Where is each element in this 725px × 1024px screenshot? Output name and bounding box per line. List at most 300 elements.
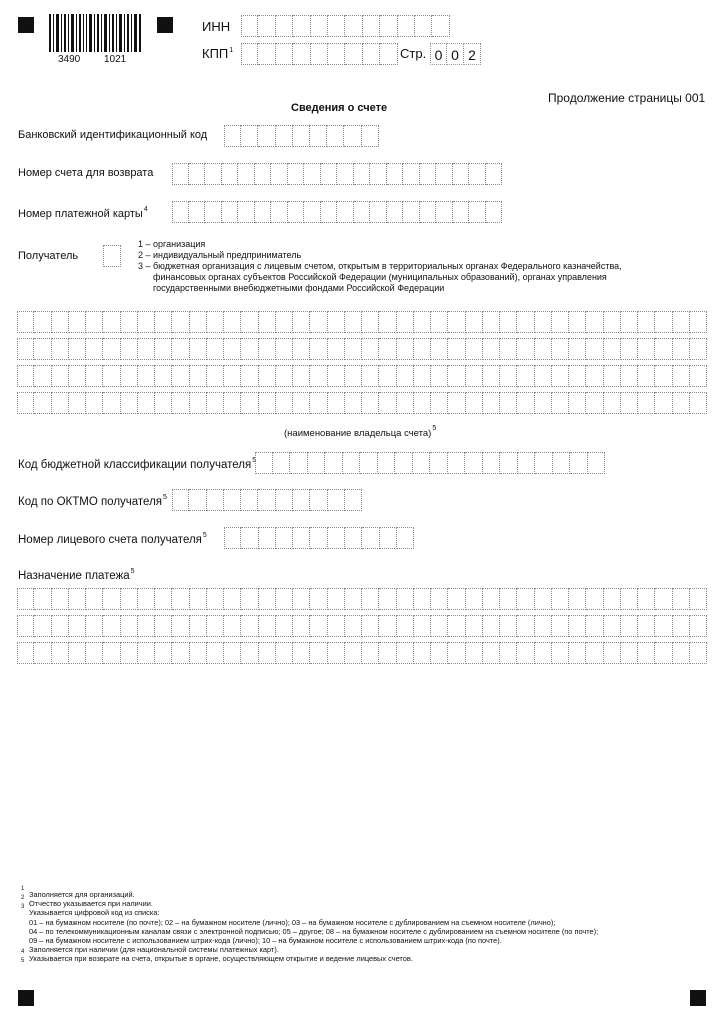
payment-purpose-line[interactable] [17,642,707,664]
input-cell[interactable] [415,15,432,37]
input-cell[interactable] [638,392,655,414]
input-cell[interactable] [190,588,207,610]
input-cell[interactable] [172,338,189,360]
input-cell[interactable] [238,201,255,223]
input-cell[interactable] [238,163,255,185]
input-cell[interactable] [517,642,534,664]
input-cell[interactable] [638,615,655,637]
input-cell[interactable] [380,43,397,65]
input-cell[interactable] [189,489,206,511]
input-cell[interactable] [655,392,672,414]
input-cell[interactable] [103,365,120,387]
input-cell[interactable] [380,15,397,37]
input-cell[interactable] [224,588,241,610]
account-refund-field[interactable] [172,163,502,185]
input-cell[interactable] [420,201,437,223]
input-cell[interactable] [414,311,431,333]
input-cell[interactable] [138,642,155,664]
input-cell[interactable] [172,642,189,664]
input-cell[interactable] [535,338,552,360]
input-cell[interactable] [483,642,500,664]
input-cell[interactable] [311,43,328,65]
input-cell[interactable] [259,392,276,414]
input-cell[interactable] [259,642,276,664]
input-cell[interactable] [466,338,483,360]
input-cell[interactable] [345,365,362,387]
input-cell[interactable] [327,125,344,147]
input-cell[interactable] [190,642,207,664]
input-cell[interactable] [486,201,503,223]
input-cell[interactable] [552,615,569,637]
input-cell[interactable] [52,642,69,664]
input-cell[interactable] [397,615,414,637]
input-cell[interactable] [690,338,707,360]
input-cell[interactable] [690,642,707,664]
input-cell[interactable] [414,642,431,664]
input-cell[interactable] [121,365,138,387]
input-cell[interactable] [121,311,138,333]
input-cell[interactable] [362,338,379,360]
input-cell[interactable] [172,365,189,387]
input-cell[interactable] [586,642,603,664]
input-cell[interactable] [328,311,345,333]
input-cell[interactable] [276,527,293,549]
input-cell[interactable] [138,588,155,610]
input-cell[interactable] [86,311,103,333]
input-cell[interactable] [354,163,371,185]
input-cell[interactable] [86,615,103,637]
input-cell[interactable] [241,527,258,549]
input-cell[interactable] [34,392,51,414]
input-cell[interactable] [552,365,569,387]
input-cell[interactable] [586,392,603,414]
input-cell[interactable] [466,588,483,610]
input-cell[interactable] [328,392,345,414]
input-cell[interactable] [621,642,638,664]
input-cell[interactable] [448,311,465,333]
input-cell[interactable] [103,615,120,637]
input-cell[interactable] [34,338,51,360]
input-cell[interactable] [34,588,51,610]
input-cell[interactable] [362,392,379,414]
owner-name-line[interactable] [17,392,707,414]
input-cell[interactable] [379,615,396,637]
input-cell[interactable] [586,588,603,610]
input-cell[interactable] [222,201,239,223]
input-cell[interactable] [328,489,345,511]
input-cell[interactable] [431,365,448,387]
input-cell[interactable] [155,615,172,637]
input-cell[interactable] [310,311,327,333]
input-cell[interactable] [224,338,241,360]
input-cell[interactable] [69,311,86,333]
input-cell[interactable] [259,311,276,333]
input-cell[interactable] [241,615,258,637]
input-cell[interactable] [466,615,483,637]
bik-field[interactable] [224,125,379,147]
input-cell[interactable] [621,392,638,414]
input-cell[interactable] [638,588,655,610]
input-cell[interactable] [518,452,536,474]
input-cell[interactable] [155,392,172,414]
input-cell[interactable] [414,588,431,610]
input-cell[interactable] [690,588,707,610]
input-cell[interactable] [363,15,380,37]
input-cell[interactable] [207,311,224,333]
input-cell[interactable] [586,365,603,387]
input-cell[interactable] [466,311,483,333]
input-cell[interactable] [604,365,621,387]
input-cell[interactable] [345,15,362,37]
input-cell[interactable] [638,642,655,664]
input-cell[interactable] [586,615,603,637]
input-cell[interactable] [413,452,431,474]
input-cell[interactable] [673,588,690,610]
input-cell[interactable] [224,489,241,511]
input-cell[interactable] [500,642,517,664]
input-cell[interactable] [363,43,380,65]
input-cell[interactable] [276,642,293,664]
input-cell[interactable] [224,311,241,333]
input-cell[interactable] [553,452,571,474]
input-cell[interactable] [271,163,288,185]
input-cell[interactable] [483,311,500,333]
input-cell[interactable] [328,43,345,65]
input-cell[interactable] [604,311,621,333]
input-cell[interactable] [362,642,379,664]
input-cell[interactable] [378,452,396,474]
input-cell[interactable] [34,365,51,387]
input-cell[interactable] [86,588,103,610]
input-cell[interactable] [255,163,272,185]
input-cell[interactable] [310,365,327,387]
input-cell[interactable] [517,392,534,414]
input-cell[interactable] [138,338,155,360]
input-cell[interactable] [535,588,552,610]
input-cell[interactable] [172,163,189,185]
input-cell[interactable] [690,311,707,333]
input-cell[interactable] [569,338,586,360]
input-cell[interactable] [241,392,258,414]
input-cell[interactable] [288,163,305,185]
input-cell[interactable] [345,338,362,360]
input-cell[interactable] [103,588,120,610]
input-cell[interactable] [293,489,310,511]
input-cell[interactable] [293,365,310,387]
input-cell[interactable] [370,201,387,223]
input-cell[interactable] [345,588,362,610]
input-cell[interactable] [448,588,465,610]
input-cell[interactable] [673,311,690,333]
input-cell[interactable] [344,125,361,147]
input-cell[interactable] [360,452,378,474]
input-cell[interactable] [121,588,138,610]
input-cell[interactable] [224,527,241,549]
input-cell[interactable] [655,642,672,664]
input-cell[interactable] [310,489,327,511]
input-cell[interactable] [380,527,397,549]
input-cell[interactable] [604,588,621,610]
input-cell[interactable] [436,163,453,185]
input-cell[interactable] [362,615,379,637]
payment-purpose-line[interactable] [17,615,707,637]
input-cell[interactable] [259,588,276,610]
input-cell[interactable] [258,489,275,511]
input-cell[interactable] [138,311,155,333]
input-cell[interactable] [337,201,354,223]
input-cell[interactable] [345,489,362,511]
input-cell[interactable] [86,338,103,360]
input-cell[interactable] [466,642,483,664]
input-cell[interactable] [259,615,276,637]
input-cell[interactable] [224,615,241,637]
input-cell[interactable] [638,338,655,360]
input-cell[interactable] [34,615,51,637]
input-cell[interactable] [397,392,414,414]
input-cell[interactable] [535,392,552,414]
input-cell[interactable] [222,163,239,185]
input-cell[interactable] [310,615,327,637]
input-cell[interactable] [103,338,120,360]
input-cell[interactable] [362,365,379,387]
input-cell[interactable] [432,15,449,37]
input-cell[interactable] [259,365,276,387]
input-cell[interactable] [321,201,338,223]
input-cell[interactable] [448,642,465,664]
input-cell[interactable] [86,392,103,414]
input-cell[interactable] [276,311,293,333]
input-cell[interactable] [569,642,586,664]
input-cell[interactable] [431,615,448,637]
input-cell[interactable] [466,392,483,414]
input-cell[interactable] [172,201,189,223]
input-cell[interactable] [621,338,638,360]
input-cell[interactable] [310,392,327,414]
recipient-type-cell[interactable] [103,245,121,267]
input-cell[interactable] [276,365,293,387]
input-cell[interactable] [465,452,483,474]
input-cell[interactable] [397,311,414,333]
input-cell[interactable] [293,43,310,65]
input-cell[interactable] [469,201,486,223]
input-cell[interactable] [535,452,553,474]
input-cell[interactable] [431,392,448,414]
input-cell[interactable] [304,163,321,185]
owner-name-line[interactable] [17,311,707,333]
input-cell[interactable] [448,615,465,637]
input-cell[interactable] [483,615,500,637]
input-cell[interactable] [207,615,224,637]
input-cell[interactable] [86,365,103,387]
input-cell[interactable] [397,527,414,549]
input-cell[interactable] [310,527,327,549]
input-cell[interactable] [17,588,34,610]
input-cell[interactable] [655,588,672,610]
input-cell[interactable] [241,311,258,333]
input-cell[interactable] [241,15,258,37]
payment-purpose-line[interactable] [17,588,707,610]
input-cell[interactable] [190,311,207,333]
input-cell[interactable] [621,311,638,333]
input-cell[interactable] [258,43,275,65]
input-cell[interactable] [172,311,189,333]
input-cell[interactable] [354,201,371,223]
input-cell[interactable] [172,392,189,414]
input-cell[interactable] [535,642,552,664]
input-cell[interactable] [138,365,155,387]
input-cell[interactable] [398,15,415,37]
input-cell[interactable] [345,615,362,637]
input-cell[interactable] [172,489,189,511]
input-cell[interactable] [337,163,354,185]
input-cell[interactable] [103,311,120,333]
input-cell[interactable] [403,201,420,223]
input-cell[interactable] [604,615,621,637]
input-cell[interactable] [52,311,69,333]
input-cell[interactable] [397,642,414,664]
owner-name-line[interactable] [17,365,707,387]
input-cell[interactable] [431,338,448,360]
recipient-type-field[interactable] [103,245,121,267]
input-cell[interactable] [403,163,420,185]
input-cell[interactable] [500,452,518,474]
input-cell[interactable] [259,527,276,549]
input-cell[interactable] [448,392,465,414]
input-cell[interactable] [500,615,517,637]
input-cell[interactable] [379,338,396,360]
input-cell[interactable] [190,338,207,360]
input-cell[interactable] [655,338,672,360]
input-cell[interactable] [370,163,387,185]
input-cell[interactable] [517,588,534,610]
input-cell[interactable] [311,15,328,37]
input-cell[interactable] [655,615,672,637]
input-cell[interactable] [34,642,51,664]
input-cell[interactable] [241,43,258,65]
input-cell[interactable] [431,311,448,333]
input-cell[interactable] [293,15,310,37]
input-cell[interactable] [397,588,414,610]
input-cell[interactable] [224,642,241,664]
input-cell[interactable] [345,43,362,65]
input-cell[interactable] [325,452,343,474]
input-cell[interactable] [483,392,500,414]
input-cell[interactable] [52,338,69,360]
input-cell[interactable] [552,588,569,610]
input-cell[interactable] [552,392,569,414]
input-cell[interactable] [517,311,534,333]
input-cell[interactable] [535,615,552,637]
input-cell[interactable] [397,338,414,360]
input-cell[interactable] [673,615,690,637]
input-cell[interactable] [387,201,404,223]
input-cell[interactable] [293,615,310,637]
input-cell[interactable] [224,392,241,414]
input-cell[interactable] [655,365,672,387]
input-cell[interactable] [276,615,293,637]
input-cell[interactable] [362,588,379,610]
input-cell[interactable] [293,338,310,360]
input-cell[interactable] [69,338,86,360]
input-cell[interactable] [586,338,603,360]
input-cell[interactable] [500,311,517,333]
input-cell[interactable] [155,588,172,610]
input-cell[interactable] [224,365,241,387]
input-cell[interactable] [621,588,638,610]
input-cell[interactable] [121,642,138,664]
input-cell[interactable] [293,311,310,333]
input-cell[interactable] [328,588,345,610]
input-cell[interactable] [241,365,258,387]
input-cell[interactable] [387,163,404,185]
input-cell[interactable] [276,15,293,37]
kbk-field[interactable] [255,452,605,474]
input-cell[interactable] [430,452,448,474]
input-cell[interactable] [276,125,293,147]
input-cell[interactable] [207,338,224,360]
input-cell[interactable] [500,588,517,610]
input-cell[interactable] [621,365,638,387]
input-cell[interactable] [271,201,288,223]
input-cell[interactable] [431,588,448,610]
input-cell[interactable] [293,527,310,549]
input-cell[interactable] [276,43,293,65]
input-cell[interactable] [673,365,690,387]
input-cell[interactable] [258,15,275,37]
input-cell[interactable] [310,588,327,610]
input-cell[interactable] [604,642,621,664]
input-cell[interactable] [436,201,453,223]
input-cell[interactable] [397,365,414,387]
input-cell[interactable] [17,392,34,414]
input-cell[interactable] [34,311,51,333]
input-cell[interactable] [569,588,586,610]
input-cell[interactable] [500,338,517,360]
input-cell[interactable] [288,201,305,223]
input-cell[interactable] [207,365,224,387]
input-cell[interactable] [517,615,534,637]
input-cell[interactable] [52,365,69,387]
input-cell[interactable] [570,452,588,474]
input-cell[interactable] [293,588,310,610]
input-cell[interactable] [290,452,308,474]
input-cell[interactable] [69,365,86,387]
input-cell[interactable] [569,392,586,414]
input-cell[interactable] [190,365,207,387]
input-cell[interactable] [207,489,224,511]
input-cell[interactable] [483,452,501,474]
input-cell[interactable] [155,642,172,664]
input-cell[interactable] [414,392,431,414]
input-cell[interactable] [308,452,326,474]
input-cell[interactable] [552,311,569,333]
input-cell[interactable] [189,201,206,223]
input-cell[interactable] [103,392,120,414]
input-cell[interactable] [52,615,69,637]
input-cell[interactable] [328,527,345,549]
oktmo-field[interactable] [172,489,362,511]
input-cell[interactable] [453,163,470,185]
input-cell[interactable] [241,338,258,360]
input-cell[interactable] [466,365,483,387]
input-cell[interactable] [328,15,345,37]
input-cell[interactable] [121,615,138,637]
input-cell[interactable] [138,392,155,414]
input-cell[interactable] [69,588,86,610]
input-cell[interactable] [414,615,431,637]
inn-field[interactable] [241,15,450,37]
input-cell[interactable] [69,392,86,414]
